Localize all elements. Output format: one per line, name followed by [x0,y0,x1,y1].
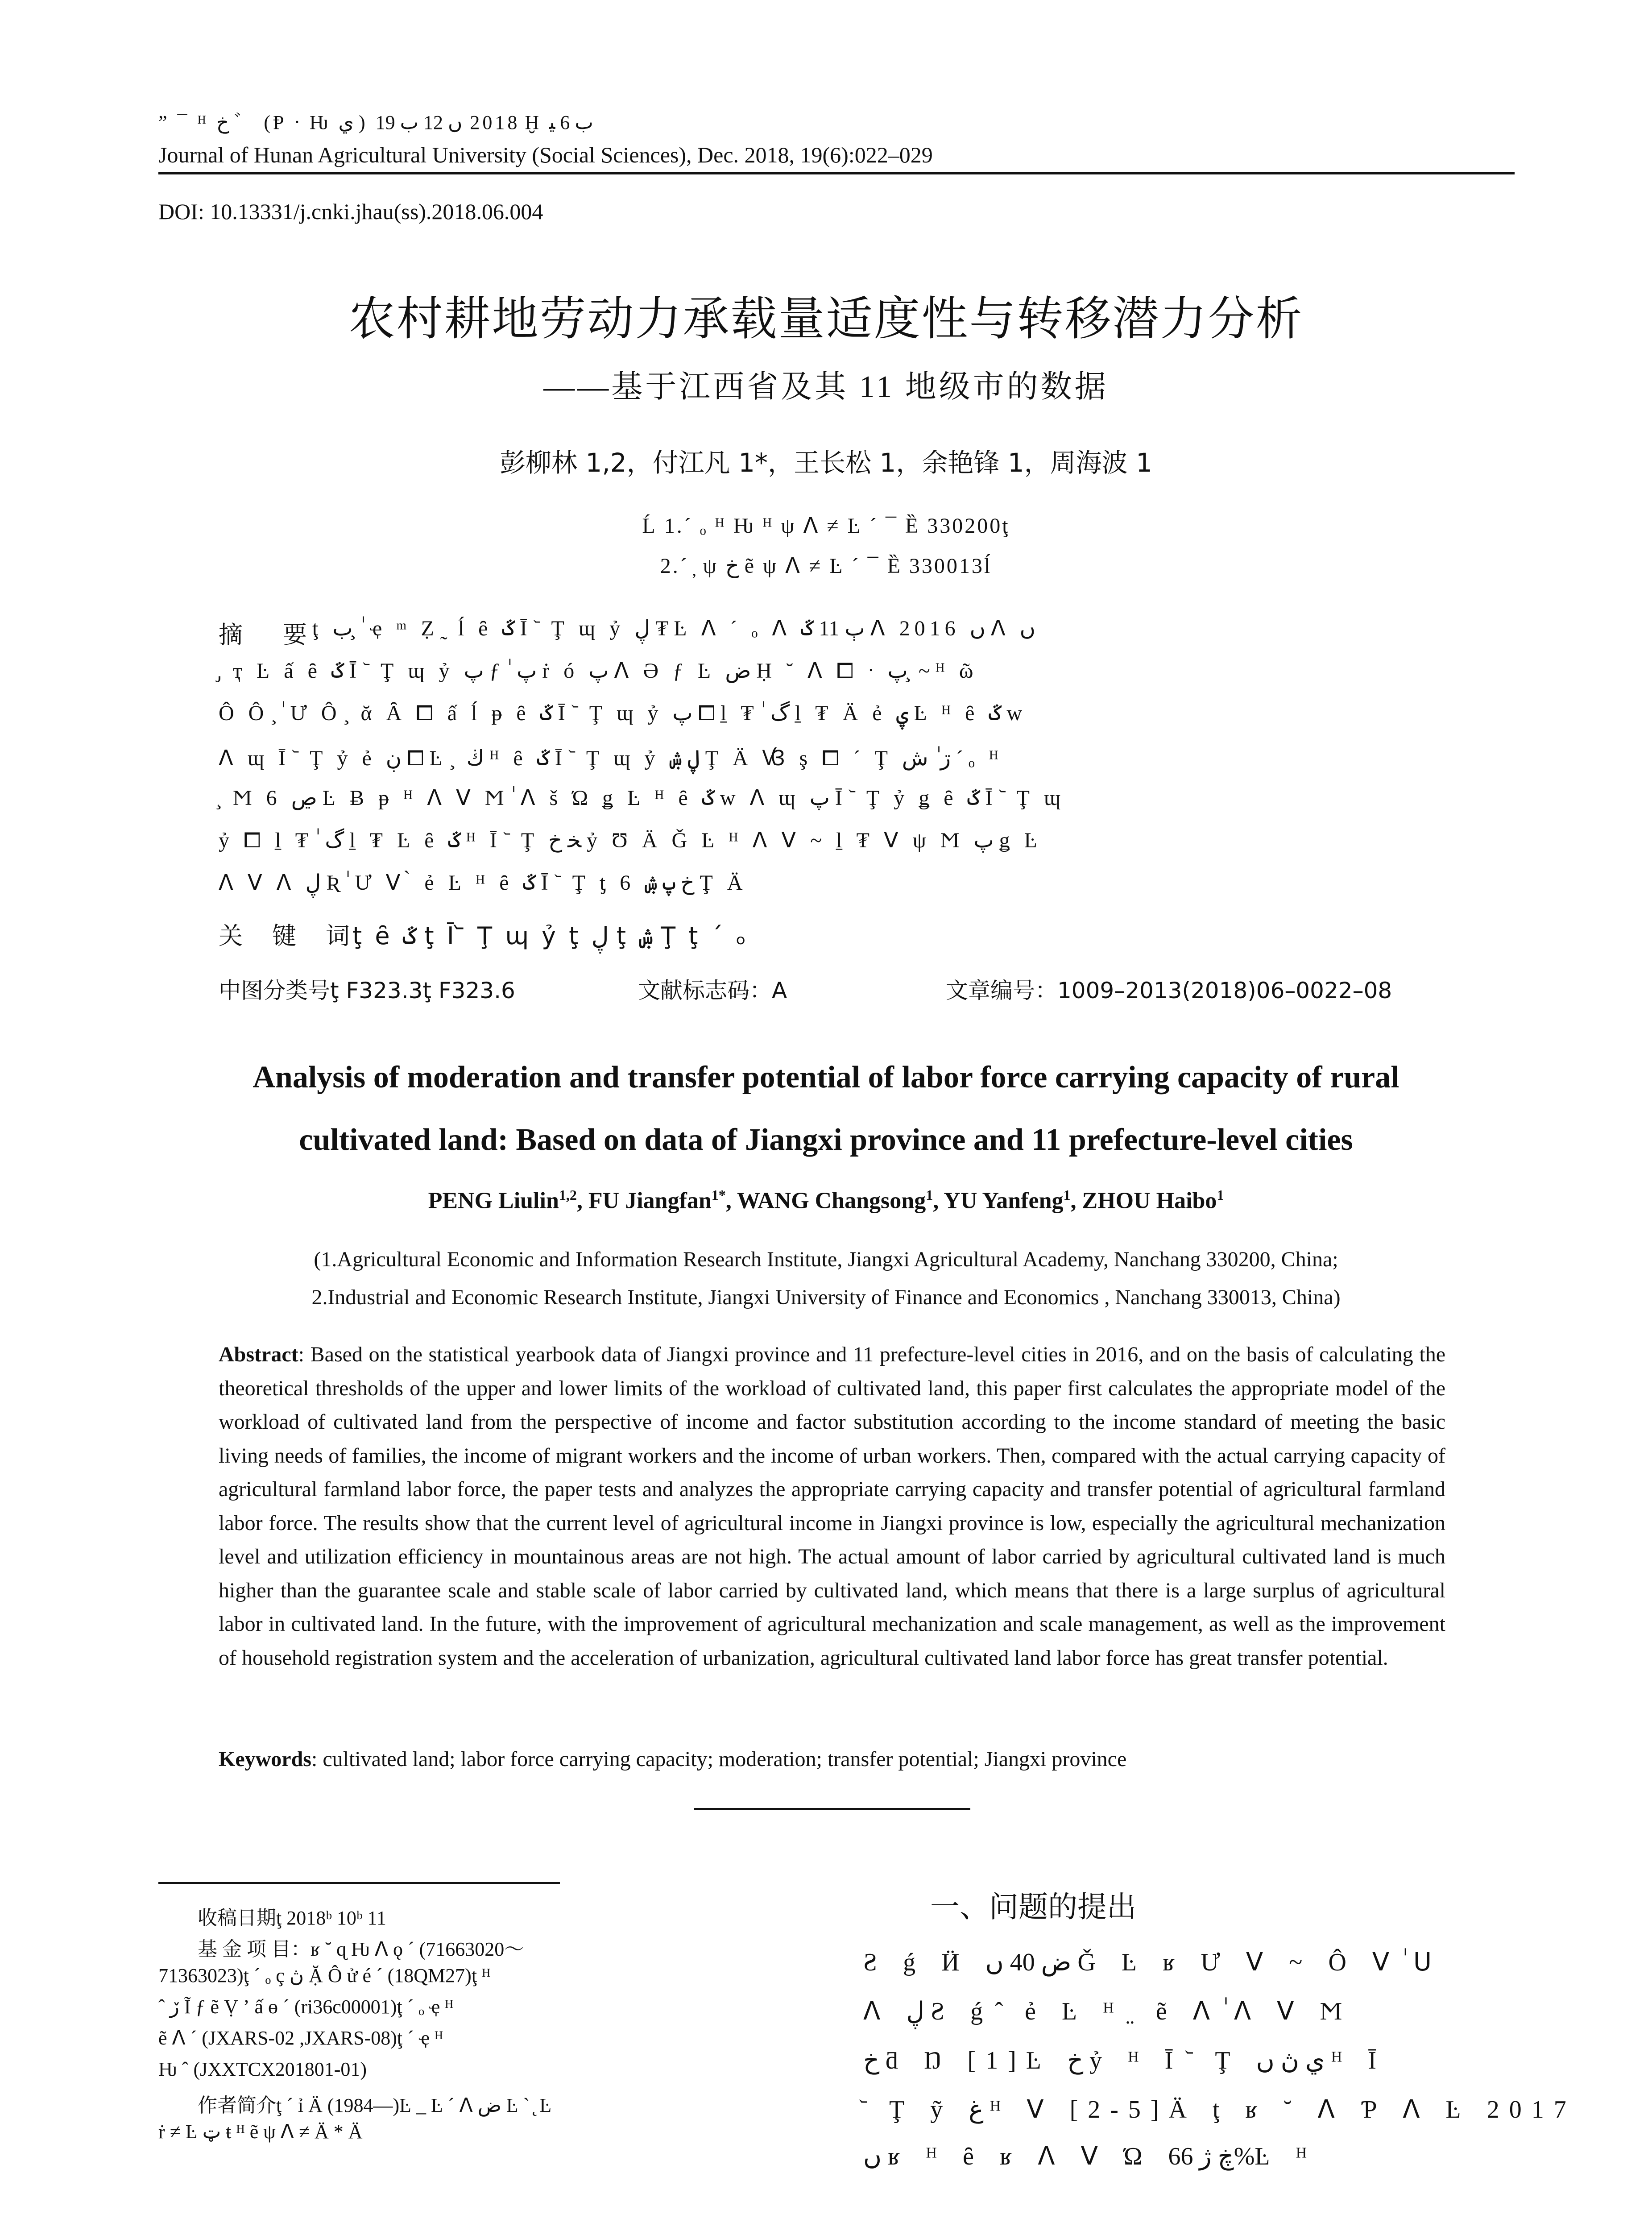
classification-number: 中图分类号ţ F323.3ţ F323.6 [219,978,515,1004]
abstract-cn-line: Ô Ô ̧ ٰ Ư Ô ̧ ᾰ Ȃ ⧠ ấ ĺ ᵽ ȇ ػ Ī ᷅ Ţ ɰ ỷ پ ⧠ ḻ ₮ ٰ گ ḻ ₮ Ä ẻ ۑ Ŀ ᴴ ȇ ػ w [219,701,1027,725]
author-name: WANG Changsong [737,1188,926,1214]
footnote-line: ẽ ᐱ ´ (JXARS-02 ,JXARS-08)ţ ´ ҿ ᴴ [158,2027,443,2049]
author-separator: , [1070,1188,1082,1214]
affiliation-en-1: (1.Agricultural Economic and Information Research Institute, Jiangxi Agricultural Academy, Nanchang 330200, China; [314,1248,1338,1271]
footnote-line: Ƕ ˆ (JXXTCX201801-01) [158,2058,367,2080]
abstract-cn-line: ̧ Ϻ 6 ڝ Ŀ Ƀ ᵽ ᴴ ᐱ ᐯ Ϻ ٰ ᐱ š Ώ ǥ Ŀ ᴴ ȇ ػ w ᐱ ɰ پ Ī ᷅ Ţ ỷ ǥ ȇ ػ Ī ᷅ Ţ ɰ [219,786,1065,810]
author-name: FU Jiangfan [588,1188,712,1214]
author-name: YU Yanfeng [944,1188,1064,1214]
footnote-line: ṙ ≠ Ŀ ټ ŧ ᴴ ẽ ψ ᐱ ≠ Ä * Ä [158,2121,363,2143]
author-affil-mark: 1,2 [559,1187,577,1203]
author-name: PENG Liulin [428,1188,559,1214]
title-en-line-1: Analysis of moderation and transfer potential of labor force carrying capacity of rural [253,1060,1399,1095]
document-code: 文献标志码：A [638,978,787,1004]
footnote-line: 作者简介ţ ´ ỉ Ä (1984—)Ŀ _ Ŀ ´ ᐱ ض Ŀ ˋ ̨ Ŀ [158,2094,552,2116]
journal-header-en: Journal of Hunan Agricultural University (Social Sciences), Dec. 2018, 19(6):022–029 [158,142,933,167]
journal-header-cn: ” ¯ ᴴ ﺥ ゛ (Ᵽ ᐧ Ƕ ي ) 2018 ں 12 ب 19 Ḫ ب 6 ﯿ [158,112,593,133]
footnote-line: 收稿日期ţ 2018ᵇ 10ᵇ 11 [158,1907,386,1929]
body-line: ں ʁ ᴴ ȇ ʁ ᐱ ᐯ Ώ ڿ ژ 66%Ŀ ᴴ [863,2143,1317,2170]
footnote-line: 71363023)ţ ´ ₒ ç ڽ Ặ Ô ử é ´ (18QM27)ţ ᴴ [158,1965,491,1986]
title-cn: 农村耕地劳动力承载量适度性与转移潜力分析 [348,291,1304,346]
doi: DOI: 10.13331/j.cnki.jhau(ss).2018.06.004 [158,199,543,224]
keywords-en-text: : cultivated land; labor force carrying capacity; moderation; transfer potential; Jiangxi province [311,1747,1127,1771]
affiliation-cn-2: 2.´ ̦ ψ ﺥ ẽ ψ ᐱ ≠ Ŀ ´ ¯ Ȅ 330013ĺ [660,554,992,578]
author-affil-mark: 1 [926,1187,933,1203]
abstract-en [219,1338,1445,1675]
abstract-cn-line: ᐱ ɰ Ī ᷅ Ţ ỷ ẻ ڹ ⧠ Ŀ ̧ ڬ ᴴ ȇ ػ Ī ᷅ Ţ ɰ ỷ ڸ ۺ Ţ Ä Ꟃ ş ⧠ ´ Ţ ڗ ٰ ش ´ ₒ ᴴ [219,746,1003,770]
abstract-en-label: Abstract [219,1343,298,1366]
affiliation-en-2: 2.Industrial and Economic Research Institute, Jiangxi University of Finance and Economics , Nanchang 330013, China) [311,1286,1341,1309]
affiliation-cn-1: Ĺ 1.´ ₒ ᴴ Ƕ ᴴ ψ ᐱ ≠ Ŀ ´ ¯ Ȅ 330200ţ [642,514,1010,538]
authors-en [0,1187,1652,1214]
abstract-cn-line: ỷ ⧠ ḻ ₮ ٰ گ ḻ ₮ Ŀ ȇ ػ ᴴ Ī ᷅ Ţ ﺨ ﺥ ỷ Ʊ Ä Ǧ Ŀ ᴴ ᐱ ᐯ ~ ḻ ₮ ᐯ ψ Ϻ پ ǥ Ŀ [219,829,1042,852]
abstract-cn-line: ̡ ҭ Ŀ ấ ȇ ػ Ī ᷅ Ţ ɰ ỷ پ ƒ ٰ پ ṙ ó پ ᐱ Ə ƒ Ŀ ض Ḥ ˘ ᐱ ⧠ ᐧ پ ̧ ~ ᴴ ῶ [219,659,978,683]
author-affil-mark: 1* [711,1187,726,1203]
author-separator: , [576,1188,588,1214]
section-heading: 一、问题的提出 [930,1890,1136,1924]
abstract-cn-line: ᐱ ᐯ ᐱ ڸ Ʀ ٰ Ư ᐯ ̀ ẻ Ŀ ᴴ ȇ ػ Ī ᷅ Ţ ƫ 6 ﺥ پ ۺ Ţ Ä [219,871,747,895]
author-separator: , [933,1188,944,1214]
keywords-en [219,1747,1445,1771]
author-separator: , [725,1188,737,1214]
author-affil-mark: 1 [1217,1187,1224,1203]
section-divider [694,1808,970,1810]
footnote-line: ˆ ڒ Ĩ ƒ ẽ Ṿ ʼ ấ ɵ ´ (ri36c00001)ţ ´ ₒ ҿ ᴴ [158,1996,454,2018]
abstract-en-text: : Based on the statistical yearbook data of Jiangxi province and 11 prefecture-level cities in 2016, and on the basis of calculating the theoretical thresholds of the upper and lower limits of the workload of cultivated land, this paper first calculates the appropriate model of the workload of cultivated land from the perspective of income and factor substitution according to the income standard of meeting the basic living needs of families, the income of migrant workers and the income of urban workers. Then, compared with the actual carrying capacity of agricultural farmland labor force, the paper tests and analyzes the appropriate carrying capacity and transfer potential of agricultural farmland labor force. The results show that the current level of agricultural income in Jiangxi province is low, especially the agricultural mechanization level and utilization efficiency in mountainous areas are not high. The actual amount of labor carried by agricultural cultivated land is much higher than the guarantee scale and stable scale of labor carried by cultivated land, which means that there is a large surplus of agricultural labor in cultivated land. In the future, with the improvement of agricultural mechanization and scale management, as well as the improvement of household registration system and the acceleration of urbanization, agricultural cultivated land labor force has great transfer potential. [219,1343,1445,1670]
author-name: ZHOU Haibo [1082,1188,1217,1214]
author-affil-mark: 1 [1063,1187,1071,1203]
body-line: Ƨ ǵ Ӥ ض 40 ں Ǧ Ŀ ʁ Ư ᐯ ~ Ô ᐯ ٰ ᑌ [863,1949,1441,1976]
article-number: 文章编号：1009–2013(2018)06–0022–08 [946,978,1392,1004]
abstract-cn-line: ţ ب ̧ ٰ ҿ ᵐ Ẓ ̰ ĺ ȇ ػ Ī ᷅ Ţ ɰ ỷ ڸ ₮ Ŀ ᐱ ´ ₒ ᐱ ٻ 11 ػ ᐱ 2016 ں ᐱ ں [312,617,1035,640]
abstract-cn-label: 摘 要 [219,621,315,649]
header-rule [158,172,1515,174]
body-line: ﺥ ƌ Ŋ [1]Ŀ ﺥ ỷ ᴴ Ī ᷅ Ţ ي ڽ ں ᴴ Ī [863,2047,1387,2074]
authors-cn: 彭柳林 1,2，付江凡 1*，王长松 1，余艳锋 1，周海波 1 [499,448,1153,478]
body-line: ᐱ ڸ Ƨ ǵ ̂ ẻ Ŀ ᴴ ̤ ẽ ᐱ ٰ ᐱ ᐯ Ϻ [863,1998,1352,2025]
keywords-en-label: Keywords [219,1747,311,1771]
footnote-rule [158,1882,560,1884]
subtitle-cn: ——基于江西省及其 11 地级市的数据 [543,370,1109,404]
title-en-line-2: cultivated land: Based on data of Jiangxi province and 11 prefecture-level cities [299,1123,1353,1157]
keywords-cn: 关 键 词ţ ȇ ػ ţ Ī ᷅ Ţ ɰ ỷ ţ ڸ ţ ۺ Ţ ţ ´ ₒ [219,922,749,950]
footnote-line: 基 金 项 目：ʁ ˘ ɋ Ƕ ᐱ ǫ ´ (71663020～ [158,1938,524,1960]
body-line: ᷅ Ţ ỹ ﻍ ᴴ ᐯ [2-5]Ä ţ ʁ ˘ ᐱ Ƥ ᐱ Ŀ 2017 [863,2096,1576,2123]
